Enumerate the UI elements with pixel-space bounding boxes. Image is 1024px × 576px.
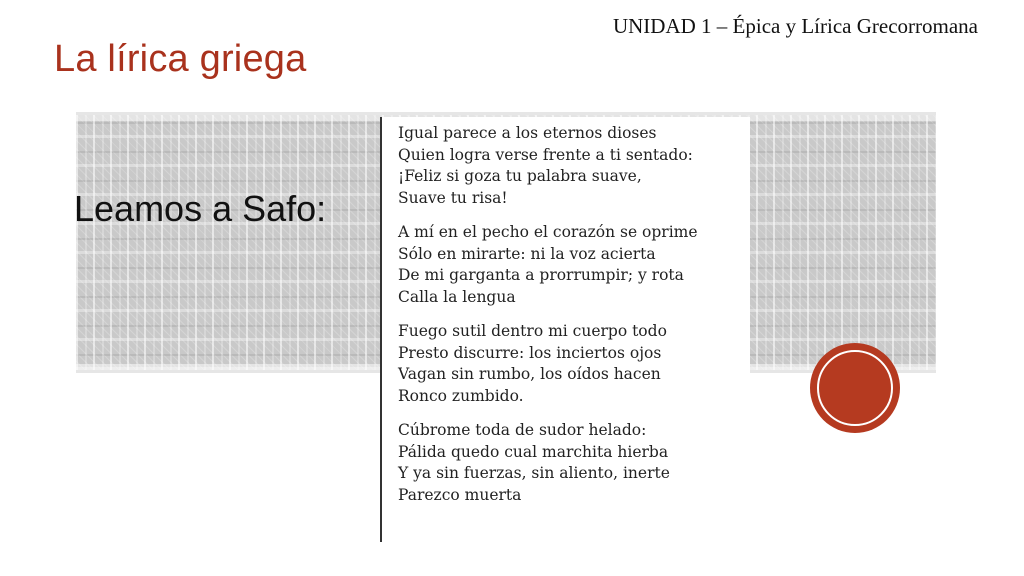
poem-line: Vagan sin rumbo, los oídos hacen (398, 365, 661, 383)
poem-line: Y ya sin fuerzas, sin aliento, inerte (398, 464, 670, 482)
poem-line: Ronco zumbido. (398, 386, 524, 405)
poem-line: A mí en el pecho el corazón se oprime (398, 223, 698, 241)
poem-line: Cúbrome toda de sudor helado: (398, 421, 647, 439)
poem-line: Presto discurre: los inciertos ojos (398, 343, 662, 362)
decorative-circle-icon (810, 343, 900, 433)
poem-stanza-1 (398, 123, 746, 209)
poem-line: Calla la lengua (398, 287, 516, 306)
poem-panel (380, 117, 750, 542)
poem-line: Parezco muerta (398, 485, 522, 504)
decorative-circle-inner (817, 350, 893, 426)
poem-line: De mi garganta a prorrumpir; y rota (398, 266, 684, 284)
band-heading: Leamos a Safo: (74, 188, 327, 229)
poem-line: Sólo en mirarte: ni la voz acierta (398, 244, 656, 263)
poem-line: Pálida quedo cual marchita hierba (398, 442, 669, 461)
poem-stanza-2 (398, 222, 746, 308)
slide-title: La lírica griega (54, 38, 307, 80)
poem-stanza-3 (398, 321, 746, 407)
poem-text (398, 123, 746, 519)
poem-stanza-4 (398, 420, 746, 506)
poem-line: Quien logra verse frente a ti sentado: (398, 145, 693, 164)
poem-line: ¡Feliz si goza tu palabra suave, (398, 167, 642, 185)
poem-line: Igual parece a los eternos dioses (398, 124, 657, 142)
poem-line: Suave tu risa! (398, 188, 508, 207)
unit-header: UNIDAD 1 – Épica y Lírica Grecorromana (612, 14, 978, 38)
poem-line: Fuego sutil dentro mi cuerpo todo (398, 322, 667, 340)
